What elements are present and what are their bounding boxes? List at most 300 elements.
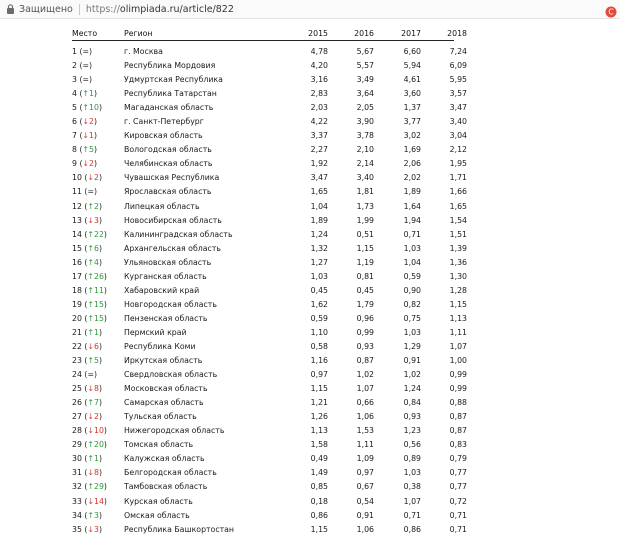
arrow-up-icon: ↑: [87, 201, 94, 211]
value-2015: 0,86: [310, 510, 328, 520]
region-cell: Новгородская область: [124, 299, 217, 309]
value-2018: 3,47: [449, 103, 467, 113]
secure-label[interactable]: Защищено: [19, 3, 73, 15]
value-2016: 3,49: [356, 75, 374, 85]
place-number: 29: [72, 440, 82, 450]
value-2017: 1,03: [403, 243, 421, 253]
place-cell: 21 (↑1): [72, 327, 103, 337]
place-change: 3: [94, 510, 99, 520]
value-2017: 1,89: [403, 187, 421, 197]
value-2018: 1,28: [449, 285, 467, 295]
value-2017: 1,24: [403, 384, 421, 394]
place-number: 13: [72, 215, 82, 225]
value-2018: 1,39: [449, 243, 467, 253]
value-2015: 1,16: [310, 356, 328, 366]
header-2017: 2017: [401, 29, 421, 38]
region-cell: Челябинская область: [124, 159, 213, 169]
table-header: [72, 26, 467, 42]
value-2015: 0,45: [310, 285, 328, 295]
value-2017: 1,04: [403, 257, 421, 267]
place-change: 8: [94, 468, 99, 478]
table-row: [72, 312, 467, 326]
table-row: [72, 382, 467, 396]
place-change: 11: [94, 285, 104, 295]
region-cell: Томская область: [124, 440, 194, 450]
region-cell: Удмуртская Республика: [124, 75, 223, 85]
value-2018: 1,54: [449, 215, 467, 225]
value-2016: 1,53: [356, 426, 374, 436]
arrow-up-icon: ↑: [87, 440, 94, 450]
value-2018: 7,24: [449, 47, 467, 56]
place-number: 19: [72, 299, 82, 309]
value-2015: 3,37: [310, 131, 328, 141]
rating-table: [72, 26, 467, 537]
value-2018: 0,71: [449, 524, 467, 534]
region-cell: Республика Мордовия: [124, 61, 216, 71]
place-cell: 16 (↑4): [72, 257, 103, 267]
arrow-up-icon: ↑: [87, 243, 94, 253]
place-change: 1: [94, 454, 99, 464]
lock-icon[interactable]: [6, 4, 15, 14]
place-cell: 8 (↑5): [72, 145, 98, 155]
value-2016: 1,79: [356, 299, 374, 309]
table-row: [72, 171, 467, 185]
arrow-up-icon: ↑: [87, 510, 94, 520]
arrow-up-icon: ↑: [87, 398, 94, 408]
place-cell: 3 (=): [72, 75, 93, 85]
table-row: [72, 509, 467, 523]
place-number: 10: [72, 173, 82, 183]
arrow-down-icon: ↓: [87, 384, 94, 394]
value-2018: 0,77: [449, 482, 467, 492]
table-row: [72, 129, 467, 143]
value-2018: 1,65: [449, 201, 467, 211]
arrow-up-icon: ↑: [82, 89, 90, 99]
table-row: [72, 466, 467, 480]
arrow-down-icon: ↓: [87, 524, 94, 534]
value-2018: 0,71: [449, 510, 467, 520]
place-change: 8: [94, 384, 99, 394]
region-cell: Курганская область: [124, 271, 207, 281]
region-cell: Новосибирская область: [124, 215, 222, 225]
value-2018: 1,07: [449, 341, 467, 351]
value-2015: 0,49: [310, 454, 328, 464]
value-2018: 1,13: [449, 313, 467, 323]
address-bar[interactable]: [0, 0, 620, 19]
value-2015: 1,49: [310, 468, 328, 478]
place-change: 6: [94, 243, 99, 253]
place-number: 15: [72, 243, 82, 253]
place-number: 6: [72, 117, 77, 127]
place-number: 32: [72, 482, 82, 492]
value-2018: 1,00: [449, 356, 467, 366]
place-cell: 26 (↑7): [72, 398, 103, 408]
place-change: 7: [94, 398, 99, 408]
value-2016: 1,19: [356, 257, 374, 267]
value-2017: 1,23: [403, 426, 421, 436]
place-cell: 12 (↑2): [72, 201, 103, 211]
region-cell: Нижегородская область: [124, 426, 225, 436]
value-2017: 0,91: [403, 356, 421, 366]
url-scheme: https://: [85, 3, 120, 15]
place-number: 35: [72, 524, 82, 534]
table-row: [72, 410, 467, 424]
value-2017: 1,69: [403, 145, 421, 155]
value-2015: 0,59: [310, 313, 328, 323]
place-change: 1: [89, 89, 95, 99]
region-cell: Чувашская Республика: [124, 173, 220, 183]
value-2017: 0,84: [403, 398, 421, 408]
place-change: 6: [94, 341, 99, 351]
region-cell: Вологодская область: [124, 145, 212, 155]
place-cell: 9 (↓2): [72, 159, 98, 169]
arrow-up-icon: ↑: [87, 271, 94, 281]
value-2016: 1,07: [356, 384, 374, 394]
table-body: [72, 45, 467, 537]
value-2016: 0,97: [356, 468, 374, 478]
place-cell: 11 (=): [72, 187, 98, 197]
place-number: 28: [72, 426, 82, 436]
header-2015: 2015: [308, 29, 328, 38]
value-2016: 0,54: [356, 496, 374, 506]
value-2015: 1,27: [310, 257, 328, 267]
place-change: 10: [89, 103, 99, 113]
value-2015: 4,78: [310, 47, 328, 56]
table-row: [72, 73, 467, 87]
value-2018: 0,77: [449, 468, 467, 478]
value-2018: 0,79: [449, 454, 467, 464]
place-number: 26: [72, 398, 82, 408]
table-row: [72, 185, 467, 199]
value-2015: 1,58: [310, 440, 328, 450]
place-number: 11: [72, 187, 82, 197]
value-2018: 0,87: [449, 412, 467, 422]
table-row: [72, 298, 467, 312]
value-2018: 3,40: [449, 117, 467, 127]
place-cell: 14 (↑22): [72, 229, 107, 239]
value-2016: 3,64: [356, 89, 374, 99]
value-2016: 0,91: [356, 510, 374, 520]
table-row: [72, 396, 467, 410]
place-cell: 23 (↑5): [72, 356, 103, 366]
place-cell: 19 (↑15): [72, 299, 107, 309]
place-change: 2: [89, 159, 95, 169]
place-change: 22: [94, 229, 104, 239]
value-2017: 2,06: [403, 159, 421, 169]
table-row: [72, 495, 467, 509]
arrow-down-icon: ↓: [82, 117, 90, 127]
region-cell: Свердловская область: [124, 370, 218, 380]
value-2016: 2,14: [356, 159, 374, 169]
place-number: 14: [72, 229, 82, 239]
table-row: [72, 452, 467, 466]
value-2016: 3,40: [356, 173, 374, 183]
place-change: 2: [94, 201, 99, 211]
place-number: 12: [72, 201, 82, 211]
value-2016: 0,45: [356, 285, 374, 295]
arrow-up-icon: ↑: [82, 103, 90, 113]
arrow-down-icon: ↓: [87, 173, 94, 183]
region-cell: Самарская область: [124, 398, 204, 408]
value-2015: 0,18: [310, 496, 328, 506]
region-cell: Липецкая область: [124, 201, 200, 211]
value-2017: 3,77: [403, 117, 421, 127]
value-2015: 0,97: [310, 370, 328, 380]
place-change: 29: [94, 482, 104, 492]
region-cell: Белгородская область: [124, 468, 217, 478]
value-2017: 0,71: [403, 229, 421, 239]
value-2017: 3,02: [403, 131, 421, 141]
svg-text:C: C: [608, 7, 614, 17]
value-2018: 6,09: [449, 61, 467, 71]
region-cell: Пермский край: [124, 327, 187, 337]
place-cell: 5 (↑10): [72, 103, 103, 113]
value-2015: 1,15: [310, 524, 328, 534]
value-2015: 1,10: [310, 327, 328, 337]
place-change: 26: [94, 271, 104, 281]
value-2018: 1,36: [449, 257, 467, 267]
table-row: [72, 115, 467, 129]
region-cell: г. Санкт-Петербург: [124, 117, 204, 127]
place-change: 2: [89, 117, 95, 127]
header-2016: 2016: [354, 29, 374, 38]
value-2016: 3,78: [356, 131, 374, 141]
value-2017: 5,94: [403, 61, 421, 71]
place-number: 16: [72, 257, 82, 267]
value-2016: 1,73: [356, 201, 374, 211]
value-2017: 0,90: [403, 285, 421, 295]
arrow-down-icon: ↓: [87, 412, 94, 422]
place-number: 18: [72, 285, 82, 295]
place-number: 2: [72, 61, 77, 71]
value-2017: 0,59: [403, 271, 421, 281]
value-2018: 0,88: [449, 398, 467, 408]
region-cell: г. Москва: [124, 47, 163, 56]
arrow-down-icon: ↓: [87, 496, 94, 506]
value-2015: 0,85: [310, 482, 328, 492]
value-2016: 0,81: [356, 271, 374, 281]
value-2016: 0,96: [356, 313, 374, 323]
value-2018: 1,95: [449, 159, 467, 169]
value-2016: 0,99: [356, 327, 374, 337]
value-2015: 1,03: [310, 271, 328, 281]
place-number: 9: [72, 159, 77, 169]
url-text[interactable]: [86, 4, 234, 15]
arrow-up-icon: ↑: [87, 327, 94, 337]
value-2017: 4,61: [403, 75, 421, 85]
value-2017: 1,07: [403, 496, 421, 506]
value-2017: 1,94: [403, 215, 421, 225]
place-number: 21: [72, 327, 82, 337]
value-2017: 0,86: [403, 524, 421, 534]
arrow-up-icon: ↑: [87, 299, 94, 309]
value-2015: 1,89: [310, 215, 328, 225]
place-cell: 31 (↓8): [72, 468, 103, 478]
place-cell: 13 (↓3): [72, 215, 103, 225]
value-2017: 1,64: [403, 201, 421, 211]
region-cell: Иркутская область: [124, 356, 203, 366]
extension-icon[interactable]: [605, 3, 617, 15]
region-cell: Калужская область: [124, 454, 205, 464]
value-2017: 1,03: [403, 327, 421, 337]
value-2015: 1,04: [310, 201, 328, 211]
place-number: 31: [72, 468, 82, 478]
region-cell: Республика Коми: [124, 341, 196, 351]
value-2018: 1,11: [449, 327, 467, 337]
region-cell: Республика Татарстан: [124, 89, 217, 99]
place-number: 8: [72, 145, 77, 155]
table-row: [72, 87, 467, 101]
place-number: 20: [72, 313, 82, 323]
value-2017: 1,29: [403, 341, 421, 351]
table-row: [72, 228, 467, 242]
region-cell: Архангельская область: [124, 243, 221, 253]
place-cell: 30 (↑1): [72, 454, 103, 464]
place-change: 20: [94, 440, 104, 450]
equal-icon: =: [82, 61, 90, 71]
region-cell: Республика Башкортостан: [124, 524, 235, 534]
arrow-up-icon: ↑: [87, 454, 94, 464]
equal-icon: =: [82, 75, 90, 85]
value-2015: 2,27: [310, 145, 328, 155]
place-cell: 10 (↓2): [72, 173, 103, 183]
place-number: 34: [72, 510, 82, 520]
place-cell: 20 (↑15): [72, 313, 107, 323]
value-2017: 0,75: [403, 313, 421, 323]
value-2016: 5,67: [356, 47, 374, 56]
place-number: 22: [72, 341, 82, 351]
value-2015: 1,65: [310, 187, 328, 197]
place-number: 27: [72, 412, 82, 422]
value-2018: 0,99: [449, 370, 467, 380]
value-2016: 0,66: [356, 398, 374, 408]
value-2015: 2,83: [310, 89, 328, 99]
arrow-up-icon: ↑: [87, 257, 94, 267]
equal-icon: =: [87, 370, 94, 380]
place-cell: 25 (↓8): [72, 384, 103, 394]
address-separator: [79, 4, 80, 15]
header-2018: 2018: [447, 29, 467, 38]
place-number: 5: [72, 103, 77, 113]
table-row: [72, 326, 467, 340]
header-place: Место: [72, 29, 98, 38]
place-cell: 2 (=): [72, 61, 93, 71]
value-2018: 3,57: [449, 89, 467, 99]
table-row: [72, 340, 467, 354]
arrow-down-icon: ↓: [82, 159, 90, 169]
region-cell: Хабаровский край: [124, 285, 200, 295]
value-2018: 1,30: [449, 271, 467, 281]
value-2015: 3,16: [310, 75, 328, 85]
place-change: 1: [89, 131, 95, 141]
table-row: [72, 256, 467, 270]
value-2017: 1,03: [403, 468, 421, 478]
value-2017: 6,60: [403, 47, 421, 56]
value-2017: 0,82: [403, 299, 421, 309]
value-2016: 0,67: [356, 482, 374, 492]
value-2015: 1,24: [310, 229, 328, 239]
value-2016: 0,87: [356, 356, 374, 366]
place-number: 4: [72, 89, 77, 99]
header-region: Регион: [124, 29, 153, 38]
value-2018: 3,04: [449, 131, 467, 141]
place-cell: 6 (↓2): [72, 117, 98, 127]
value-2018: 0,83: [449, 440, 467, 450]
value-2018: 1,51: [449, 229, 467, 239]
place-change: 2: [94, 173, 99, 183]
table-row: [72, 45, 467, 59]
place-cell: 15 (↑6): [72, 243, 103, 253]
value-2016: 2,10: [356, 145, 374, 155]
place-cell: 35 (↓3): [72, 524, 103, 534]
value-2017: 3,60: [403, 89, 421, 99]
place-number: 7: [72, 131, 77, 141]
region-cell: Кировская область: [124, 131, 203, 141]
arrow-up-icon: ↑: [87, 285, 94, 295]
value-2016: 1,06: [356, 524, 374, 534]
value-2016: 1,09: [356, 454, 374, 464]
value-2017: 1,02: [403, 370, 421, 380]
equal-icon: =: [87, 187, 94, 197]
table-row: [72, 101, 467, 115]
place-number: 33: [72, 496, 82, 506]
value-2016: 1,99: [356, 215, 374, 225]
arrow-down-icon: ↓: [82, 131, 90, 141]
place-change: 4: [94, 257, 99, 267]
region-cell: Московская область: [124, 384, 208, 394]
value-2016: 1,06: [356, 412, 374, 422]
value-2018: 5,95: [449, 75, 467, 85]
value-2017: 0,38: [403, 482, 421, 492]
value-2015: 2,03: [310, 103, 328, 113]
place-change: 14: [94, 496, 104, 506]
place-change: 3: [94, 215, 99, 225]
value-2018: 1,71: [449, 173, 467, 183]
table-row: [72, 200, 467, 214]
arrow-up-icon: ↑: [87, 482, 94, 492]
value-2016: 1,81: [356, 187, 374, 197]
place-number: 24: [72, 370, 82, 380]
region-cell: Магаданская область: [124, 103, 214, 113]
place-number: 17: [72, 271, 82, 281]
value-2016: 1,15: [356, 243, 374, 253]
value-2017: 2,02: [403, 173, 421, 183]
table-row: [72, 59, 467, 73]
table-row: [72, 284, 467, 298]
value-2016: 0,93: [356, 341, 374, 351]
arrow-down-icon: ↓: [87, 468, 94, 478]
place-cell: 27 (↓2): [72, 412, 103, 422]
table-row: [72, 368, 467, 382]
place-cell: 4 (↑1): [72, 89, 98, 99]
value-2017: 0,89: [403, 454, 421, 464]
place-change: 2: [94, 412, 99, 422]
arrow-up-icon: ↑: [87, 313, 94, 323]
arrow-down-icon: ↓: [87, 426, 94, 436]
value-2015: 3,47: [310, 173, 328, 183]
region-cell: Ульяновская область: [124, 257, 212, 267]
arrow-up-icon: ↑: [87, 229, 94, 239]
place-number: 30: [72, 454, 82, 464]
place-cell: 32 (↑29): [72, 482, 107, 492]
value-2015: 1,21: [310, 398, 328, 408]
header-divider: [72, 40, 454, 41]
table-row: [72, 270, 467, 284]
arrow-down-icon: ↓: [87, 341, 94, 351]
place-number: 25: [72, 384, 82, 394]
value-2016: 5,57: [356, 61, 374, 71]
place-cell: 1 (=): [72, 47, 93, 56]
